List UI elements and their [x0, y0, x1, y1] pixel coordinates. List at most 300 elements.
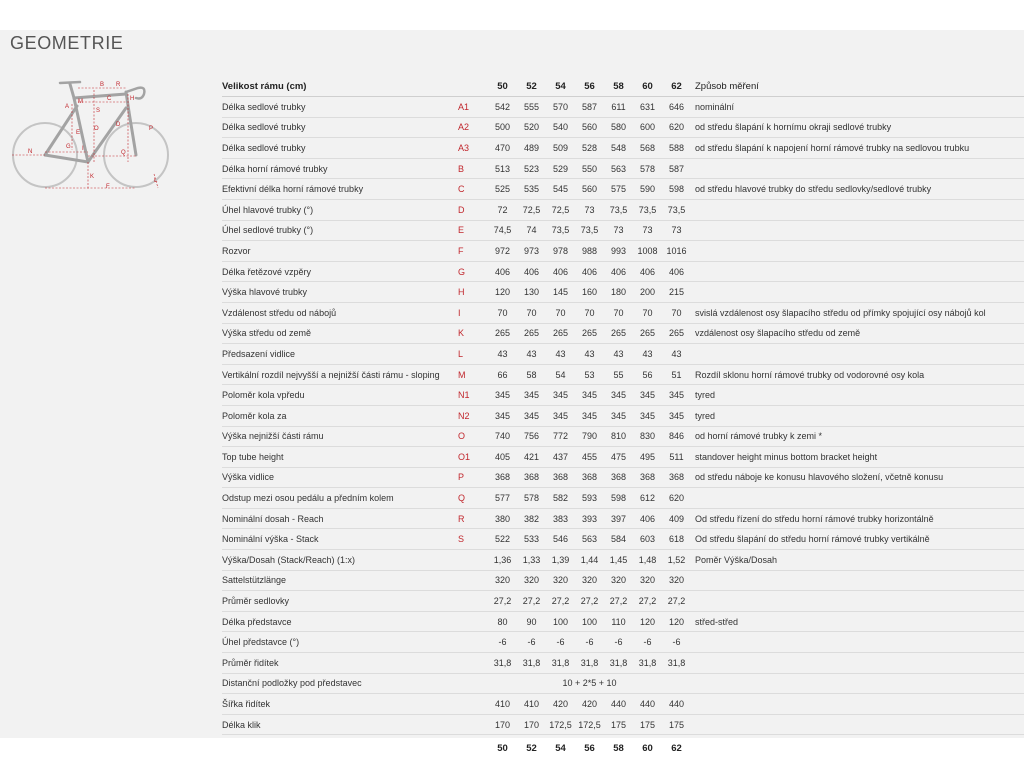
row-label: Vzdálenost středu od nábojů [222, 302, 456, 323]
footer-note-empty [691, 735, 1024, 762]
row-value: 520 [517, 117, 546, 138]
row-value: 55 [604, 364, 633, 385]
row-label: Délka řetězové vzpěry [222, 261, 456, 282]
row-value: 345 [517, 385, 546, 406]
row-value: 993 [604, 241, 633, 262]
table-row [222, 220, 1024, 241]
row-value: 587 [575, 97, 604, 118]
row-label: Předsazení vidlice [222, 344, 456, 365]
row-value: 620 [662, 117, 691, 138]
table-row [222, 364, 1024, 385]
row-value: 70 [604, 302, 633, 323]
row-value: 27,2 [662, 591, 691, 612]
row-value: 509 [546, 138, 575, 159]
table-footer-row [222, 735, 1024, 762]
row-value: 31,8 [604, 653, 633, 674]
row-code: O [456, 426, 488, 447]
row-note: od středu náboje ke konusu hlavového složení, včetně konusu [691, 467, 1024, 488]
row-label: Délka klik [222, 714, 456, 735]
svg-text:B: B [100, 82, 105, 88]
row-value: -6 [633, 632, 662, 653]
row-value: 73,5 [546, 220, 575, 241]
row-label: Úhel hlavové trubky (°) [222, 199, 456, 220]
row-label: Poloměr kola vpředu [222, 385, 456, 406]
table-row [222, 508, 1024, 529]
row-value: 345 [604, 385, 633, 406]
header-size: 58 [604, 77, 633, 97]
row-value: 511 [662, 447, 691, 468]
row-value: 320 [517, 570, 546, 591]
row-value: 70 [662, 302, 691, 323]
footer-size: 60 [642, 742, 653, 754]
row-value: 345 [488, 385, 517, 406]
row-code: A3 [456, 138, 488, 159]
row-code: G [456, 261, 488, 282]
row-value: 1,48 [633, 550, 662, 571]
row-value: 345 [546, 405, 575, 426]
row-value: 529 [546, 158, 575, 179]
row-code: B [456, 158, 488, 179]
row-value: 215 [662, 282, 691, 303]
table-row [222, 179, 1024, 200]
row-value: 170 [517, 714, 546, 735]
row-value: 368 [488, 467, 517, 488]
row-value: 988 [575, 241, 604, 262]
row-note: Poměr Výška/Dosah [691, 550, 1024, 571]
row-value: 130 [517, 282, 546, 303]
row-code [456, 673, 488, 694]
row-value: 440 [662, 694, 691, 715]
table-row [222, 302, 1024, 323]
row-code [456, 570, 488, 591]
row-value: 43 [546, 344, 575, 365]
row-value: 973 [517, 241, 546, 262]
row-value: 58 [517, 364, 546, 385]
row-value: 540 [546, 117, 575, 138]
footer-size: 52 [526, 742, 537, 754]
row-code [456, 714, 488, 735]
svg-text:F: F [106, 184, 110, 190]
row-code: P [456, 467, 488, 488]
row-value: 790 [575, 426, 604, 447]
row-value: 1,44 [575, 550, 604, 571]
row-note: svislá vzdálenost osy šlapacího středu od přímky spojující osy nábojů kol [691, 302, 1024, 323]
row-value: 43 [488, 344, 517, 365]
row-value: 420 [575, 694, 604, 715]
row-label: Distanční podložky pod představec [222, 673, 456, 694]
table-row [222, 261, 1024, 282]
row-value: 406 [488, 261, 517, 282]
row-value: 320 [575, 570, 604, 591]
row-value: 406 [633, 508, 662, 529]
row-code: F [456, 241, 488, 262]
row-value: 525 [488, 179, 517, 200]
table-row [222, 694, 1024, 715]
row-value: 70 [517, 302, 546, 323]
row-value: 380 [488, 508, 517, 529]
svg-text:C: C [107, 96, 112, 102]
row-label: Efektivní délka horní rámové trubky [222, 179, 456, 200]
table-row [222, 550, 1024, 571]
row-value: 560 [575, 117, 604, 138]
row-value: 72,5 [517, 199, 546, 220]
row-value: 437 [546, 447, 575, 468]
svg-text:Q: Q [121, 150, 126, 156]
row-value: 120 [633, 611, 662, 632]
row-value: 1008 [633, 241, 662, 262]
row-value: 611 [604, 97, 633, 118]
row-value: 533 [517, 529, 546, 550]
row-value: 405 [488, 447, 517, 468]
bike-frame [45, 82, 144, 162]
table-row [222, 632, 1024, 653]
row-value: 756 [517, 426, 546, 447]
row-value: 73,5 [633, 199, 662, 220]
row-value: 172,5 [546, 714, 575, 735]
row-value: 593 [575, 488, 604, 509]
row-value: 73 [604, 220, 633, 241]
svg-text:I: I [82, 146, 84, 152]
row-value: 27,2 [488, 591, 517, 612]
header-size: 52 [517, 77, 546, 97]
row-value: 618 [662, 529, 691, 550]
row-value: 73,5 [575, 220, 604, 241]
row-value: 1,52 [662, 550, 691, 571]
row-code: C [456, 179, 488, 200]
header-size: 54 [546, 77, 575, 97]
row-label: Výška vidlice [222, 467, 456, 488]
row-value: 612 [633, 488, 662, 509]
header-label: Velikost rámu (cm) [222, 77, 456, 97]
row-value: 74,5 [488, 220, 517, 241]
row-value: 513 [488, 158, 517, 179]
row-value: 440 [633, 694, 662, 715]
row-value: 145 [546, 282, 575, 303]
svg-text:A: A [65, 104, 70, 110]
row-note: Rozdíl sklonu horní rámové trubky od vodorovné osy kola [691, 364, 1024, 385]
row-value: 31,8 [517, 653, 546, 674]
row-value: 180 [604, 282, 633, 303]
row-value: 320 [633, 570, 662, 591]
row-value: 580 [604, 117, 633, 138]
row-value: 397 [604, 508, 633, 529]
row-value: 489 [517, 138, 546, 159]
row-value: -6 [517, 632, 546, 653]
row-label: Délka sedlové trubky [222, 117, 456, 138]
row-value: 1016 [662, 241, 691, 262]
row-value: 978 [546, 241, 575, 262]
row-note [691, 694, 1024, 715]
row-value: 740 [488, 426, 517, 447]
row-value: 772 [546, 426, 575, 447]
row-value: 66 [488, 364, 517, 385]
row-label: Délka představce [222, 611, 456, 632]
row-note [691, 220, 1024, 241]
row-value: 542 [488, 97, 517, 118]
row-value: 74 [517, 220, 546, 241]
row-value: 200 [633, 282, 662, 303]
row-value: 972 [488, 241, 517, 262]
row-value: 70 [546, 302, 575, 323]
svg-text:S: S [96, 108, 101, 114]
footer-code-empty [456, 735, 488, 762]
table-row [222, 199, 1024, 220]
row-value: 100 [575, 611, 604, 632]
row-value: -6 [546, 632, 575, 653]
row-value: 31,8 [546, 653, 575, 674]
row-note: od horní rámové trubky k zemi * [691, 426, 1024, 447]
row-value: 345 [546, 385, 575, 406]
row-code: H [456, 282, 488, 303]
table-row [222, 570, 1024, 591]
svg-text:M: M [78, 99, 83, 105]
row-value: 406 [575, 261, 604, 282]
row-code: A1 [456, 97, 488, 118]
header-size: 50 [488, 77, 517, 97]
row-code: N1 [456, 385, 488, 406]
row-label: Výška/Dosah (Stack/Reach) (1:x) [222, 550, 456, 571]
row-note: Od středu řízení do středu horní rámové trubky horizontálně [691, 508, 1024, 529]
row-value: 160 [575, 282, 604, 303]
row-value: 570 [546, 97, 575, 118]
row-value: 43 [604, 344, 633, 365]
row-value: 31,8 [575, 653, 604, 674]
row-value: 56 [633, 364, 662, 385]
row-note [691, 282, 1024, 303]
row-note: od středu šlapání k napojení horní rámové trubky na sedlovou trubku [691, 138, 1024, 159]
row-value: 172,5 [575, 714, 604, 735]
row-value: 90 [517, 611, 546, 632]
row-value: 560 [575, 179, 604, 200]
row-code: A2 [456, 117, 488, 138]
row-note [691, 653, 1024, 674]
row-value: 73 [633, 220, 662, 241]
table-row [222, 97, 1024, 118]
row-value: 563 [575, 529, 604, 550]
header-size: 60 [633, 77, 662, 97]
page-title: GEOMETRIE [10, 33, 124, 53]
row-value: 393 [575, 508, 604, 529]
row-value: -6 [488, 632, 517, 653]
footer-size: 58 [613, 742, 624, 754]
row-label: Top tube height [222, 447, 456, 468]
row-value: 265 [604, 323, 633, 344]
table-row [222, 714, 1024, 735]
row-value: 440 [604, 694, 633, 715]
row-value: 563 [604, 158, 633, 179]
row-note [691, 591, 1024, 612]
row-value: 345 [662, 385, 691, 406]
row-value: 31,8 [662, 653, 691, 674]
row-value: 320 [662, 570, 691, 591]
row-value: 345 [633, 385, 662, 406]
row-value: 406 [662, 261, 691, 282]
footer-size: 56 [584, 742, 595, 754]
row-value: 345 [604, 405, 633, 426]
row-note [691, 714, 1024, 735]
row-code [456, 694, 488, 715]
table-row [222, 323, 1024, 344]
row-value: 175 [662, 714, 691, 735]
row-value: 265 [488, 323, 517, 344]
row-value: 43 [575, 344, 604, 365]
row-label: Vertikální rozdíl nejvyšší a nejnižší části rámu - sloping [222, 364, 456, 385]
row-label: Délka horní rámové trubky [222, 158, 456, 179]
row-value: -6 [604, 632, 633, 653]
footer-size: 62 [671, 742, 682, 754]
row-value: 588 [662, 138, 691, 159]
row-note [691, 344, 1024, 365]
row-value: 345 [633, 405, 662, 426]
row-value: 175 [604, 714, 633, 735]
row-code: M [456, 364, 488, 385]
footer-size: 54 [555, 742, 566, 754]
row-value: 550 [575, 158, 604, 179]
row-note [691, 570, 1024, 591]
row-label: Poloměr kola za [222, 405, 456, 426]
row-code: D [456, 199, 488, 220]
row-value: 368 [517, 467, 546, 488]
row-value: 43 [662, 344, 691, 365]
row-code [456, 611, 488, 632]
row-value: 603 [633, 529, 662, 550]
row-value: 1,33 [517, 550, 546, 571]
row-value: 420 [546, 694, 575, 715]
row-value: 73,5 [662, 199, 691, 220]
row-value: 406 [517, 261, 546, 282]
row-value: 546 [546, 529, 575, 550]
row-label: Délka sedlové trubky [222, 138, 456, 159]
row-note [691, 158, 1024, 179]
row-note: střed-střed [691, 611, 1024, 632]
row-note: tyred [691, 405, 1024, 426]
row-value: 43 [633, 344, 662, 365]
row-label: Výška středu od země [222, 323, 456, 344]
row-value: 500 [488, 117, 517, 138]
table-row [222, 117, 1024, 138]
row-value: 410 [488, 694, 517, 715]
row-value: 175 [633, 714, 662, 735]
row-value: 598 [662, 179, 691, 200]
row-label: Výška nejnižší části rámu [222, 426, 456, 447]
row-value: 383 [546, 508, 575, 529]
row-label: Průměr řidítek [222, 653, 456, 674]
row-label: Úhel sedlové trubky (°) [222, 220, 456, 241]
svg-text:H: H [130, 96, 135, 102]
row-note: vzdálenost osy šlapacího středu od země [691, 323, 1024, 344]
svg-text:O: O [94, 126, 99, 132]
table-row [222, 282, 1024, 303]
row-value: 320 [604, 570, 633, 591]
row-code [456, 550, 488, 571]
row-value: 587 [662, 158, 691, 179]
row-value: 421 [517, 447, 546, 468]
row-label: Rozvor [222, 241, 456, 262]
svg-text:R: R [116, 82, 121, 88]
row-value: 455 [575, 447, 604, 468]
row-value: 406 [546, 261, 575, 282]
row-label: Výška hlavové trubky [222, 282, 456, 303]
row-value: 545 [546, 179, 575, 200]
row-value: 31,8 [633, 653, 662, 674]
row-value: 51 [662, 364, 691, 385]
row-value: 110 [604, 611, 633, 632]
row-code [456, 653, 488, 674]
table-row [222, 138, 1024, 159]
row-value: 590 [633, 179, 662, 200]
row-label: Délka sedlové trubky [222, 97, 456, 118]
row-value: 410 [517, 694, 546, 715]
row-value: 54 [546, 364, 575, 385]
row-value: 31,8 [488, 653, 517, 674]
row-code: N2 [456, 405, 488, 426]
footer-empty [222, 735, 456, 762]
row-value: 810 [604, 426, 633, 447]
row-value: 368 [662, 467, 691, 488]
row-value: 320 [488, 570, 517, 591]
row-value: 73,5 [604, 199, 633, 220]
row-value: 345 [662, 405, 691, 426]
row-value: 475 [604, 447, 633, 468]
row-code: R [456, 508, 488, 529]
row-value: 80 [488, 611, 517, 632]
row-value: 535 [517, 179, 546, 200]
row-value: 265 [517, 323, 546, 344]
row-value: 345 [575, 385, 604, 406]
table-row [222, 467, 1024, 488]
table-row [222, 158, 1024, 179]
row-value: 73 [662, 220, 691, 241]
geometry-table-container [222, 77, 1024, 761]
row-note: Od středu šlapání do středu horní rámové trubky vertikálně [691, 529, 1024, 550]
bike-geometry-diagram [8, 70, 172, 198]
row-value: 646 [662, 97, 691, 118]
row-value: 27,2 [517, 591, 546, 612]
header-code-empty [456, 77, 488, 97]
row-value: 528 [575, 138, 604, 159]
row-value: 578 [633, 158, 662, 179]
row-value: 70 [633, 302, 662, 323]
table-row [222, 344, 1024, 365]
row-value: 265 [662, 323, 691, 344]
row-value: 1,39 [546, 550, 575, 571]
table-row [222, 241, 1024, 262]
row-value: 522 [488, 529, 517, 550]
row-value: 72 [488, 199, 517, 220]
row-value: 830 [633, 426, 662, 447]
svg-text:K: K [90, 174, 95, 180]
row-value: 43 [517, 344, 546, 365]
row-code [456, 591, 488, 612]
row-value: 577 [488, 488, 517, 509]
table-row [222, 488, 1024, 509]
row-note [691, 488, 1024, 509]
row-value: 27,2 [546, 591, 575, 612]
row-value: 578 [517, 488, 546, 509]
geometry-table [222, 77, 1024, 761]
table-row [222, 385, 1024, 406]
row-value: 1,36 [488, 550, 517, 571]
row-value: 382 [517, 508, 546, 529]
row-code: O1 [456, 447, 488, 468]
table-row [222, 405, 1024, 426]
row-label: Nominální výška - Stack [222, 529, 456, 550]
row-value: 368 [633, 467, 662, 488]
table-row [222, 426, 1024, 447]
svg-text:N: N [28, 149, 33, 155]
row-code: S [456, 529, 488, 550]
header-size: 62 [662, 77, 691, 97]
